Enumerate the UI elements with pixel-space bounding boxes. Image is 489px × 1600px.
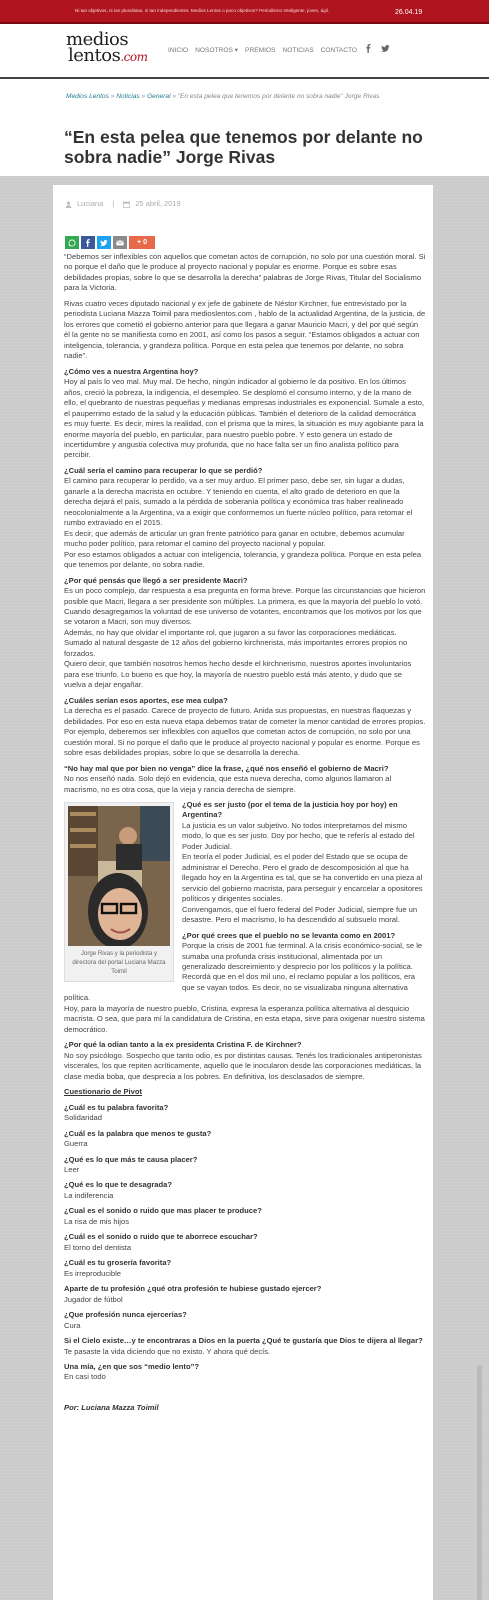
pivot-answer: La risa de mis hijos xyxy=(64,1216,129,1226)
interview-photo[interactable] xyxy=(68,806,170,946)
facebook-share-button[interactable] xyxy=(81,236,95,249)
nav-item-noticias[interactable]: NOTICIAS xyxy=(282,47,314,54)
share-bar xyxy=(65,236,155,249)
meta-separator: | xyxy=(112,199,115,208)
pivot-item xyxy=(64,1362,426,1383)
pivot-item xyxy=(64,1232,426,1253)
post-date: 25 abril, 2019 xyxy=(135,199,181,208)
pivot-answer: Jugador de fútbol xyxy=(64,1294,123,1304)
facebook-icon[interactable] xyxy=(364,44,373,53)
answer-paragraph: Quiero decir, que también nosotros hemos hecho desde el kirchnerismo, nuestros aportes involuntarios para ese triunfo. Lo bueno es que hoy, la mayoría de nuestro pueblo está más atento, y dudo que se vuelva a dejar engañar. xyxy=(64,659,412,690)
top-bar xyxy=(0,0,489,24)
article-body xyxy=(64,252,426,1418)
photo-illustration xyxy=(68,806,170,946)
pivot-question: ¿Qué es lo que más te causa placer? xyxy=(64,1154,198,1164)
answer-paragraph: Porque la crisis de 2001 fue terminal. A la crisis económico-social, se le sumaba una profunda crisis institucional, alimentada por un generalizado descreimiento y desprecio por los políticos y la política. xyxy=(182,941,423,971)
breadcrumb-home[interactable]: Medios Lentos xyxy=(66,93,109,100)
title-area xyxy=(0,79,489,176)
breadcrumb-news[interactable]: Noticias xyxy=(116,93,140,100)
answer-paragraph: Además, no hay que olvidar el importante rol, que jugaron a su favor las corporaciones mediáticas. Sumado al natural desgaste de 12 años del gobierno kirchnerista, más importantes errores propios no forzados. xyxy=(64,627,408,658)
nav-item-nosotros[interactable]: NOSOTROS ▾ xyxy=(195,47,239,54)
article-figure xyxy=(64,802,174,982)
user-icon xyxy=(65,201,72,208)
pivot-answer: Te pasaste la vida diciendo que no existo. Y ahora qué decís. xyxy=(64,1346,271,1356)
answer-paragraph: El camino para recuperar lo perdido, va a ser muy arduo. El primer paso, debe ser, sin lugar a dudas, ganarle a la derecha macrista en octubre. Y teniendo en cuenta, el alto grado de deterioro en que la derecha dejará el país, sumado a la pérdida de soberanía política y económica tras haber realineado neocolonialmente a la Argentina, va a exigir que conformemos un fuerte núcleo político, para retomar el rumbo extraviado en el 2015. xyxy=(64,476,413,528)
logo-line2: lentos xyxy=(68,45,121,66)
pivot-question: ¿Cuál es la palabra que menos te gusta? xyxy=(64,1128,212,1138)
answer-paragraph: No soy psicólogo. Sospecho que tanto odio, es por distintas causas. Tenés los tradicionales antiperonistas viscerales, los que repiten acríticamente, aquello que le inocularon desde las corporaciones mediáticas, la clase media boba, que desprecia a los pobres. En definitiva, los desclasados de siempre. xyxy=(64,1050,422,1081)
question-heading: ¿Cuál sería el camino para recuperar lo que se perdió? xyxy=(64,465,263,475)
envelope-icon xyxy=(116,239,124,247)
breadcrumb-separator: » xyxy=(139,93,148,100)
answer-paragraph: En teoría el poder Judicial, es el poder del Estado que se ocupa de administrar el Derecho. Pero el grado de descomposición al que ha llegado hoy en la Argentina es tal, que se ha convertido en una pieza al servicio del gobierno macrista, para perseguir y encarcelar a opositores políticos y dirigentes sociales. xyxy=(182,852,423,904)
pivot-answer: La indiferencia xyxy=(64,1190,114,1200)
article-signature: Por: Luciana Mazza Toimil xyxy=(64,1402,159,1412)
pivot-item xyxy=(64,1180,426,1201)
question-heading: ¿Cuáles serían esos aportes, ese mea culpa? xyxy=(64,695,228,705)
logo-line1: medios xyxy=(66,29,129,50)
pivot-item xyxy=(64,1284,426,1305)
answer-paragraph: Es decir, que además de articular un gran frente patriótico para ganar en octubre, debemos acumular mucho poder político, para retomar el camino del proyecto nacional y popular. xyxy=(64,528,405,549)
answer-paragraph: La derecha es el pasado. Carece de proyecto de futuro. Anida sus propuestas, en nuestras flaquezas y debilidades. Por eso en esta nueva etapa debemos tratar de cometer la menor cantidad de errores propios. Por ejemplo, deberemos ser inflexibles con aquellos que cometan actos de corrupción, no solo por una cuestión moral. Si no porque el daño que le produce al proyecto nacional y popular es enorme. Porque es sobre esas debilidades propias, sobre lo que se desarrolla la derecha. xyxy=(64,706,426,758)
site-tagline: Ni tan objetivos, ni tan pluralistas, ni tan independientes. Medios Lentos o poco objetivos? Periodismo Inteligente, joven, ágil. xyxy=(75,8,330,13)
pivot-answer: Guerra xyxy=(64,1139,88,1149)
main-nav xyxy=(168,46,357,55)
current-date: 26.04.19 xyxy=(395,9,423,16)
answer-paragraph: No nos enseñó nada. Solo dejó en evidencia, que esta nueva derecha, como algunos llamaron al macrismo, no es otra cosa, que la vieja y rancia derecha de siempre. xyxy=(64,774,392,794)
pivot-question: Aparte de tu profesión ¿qué otra profesión te hubiese gustado ejercer? xyxy=(64,1284,322,1294)
post-meta xyxy=(65,199,181,209)
social-links xyxy=(364,44,390,53)
facebook-icon xyxy=(84,239,92,247)
article-lead: “Debemos ser inflexibles con aquellos que cometan actos de corrupción, no solo por una cuestión moral. Si no porque el daño que le produce al proyecto nacional y popular es enorme. Porque es sobre esas debilidades propias, sobre lo que se desarrolla la derecha” palabras de Jorge Rivas, Titular del Socialismo para la Victoria. xyxy=(64,252,426,293)
pivot-question: ¿Cual es el sonido o ruido que mas placer te produce? xyxy=(64,1206,262,1216)
twitter-icon[interactable] xyxy=(381,44,390,53)
answer-paragraph: Hoy, para la mayoría de nuestro pueblo, Cristina, expresa la esperanza política alternativa al desquicio macrista. O sea, que para mí la candidatura de Cristina, en esta etapa, sirve para oxigenar nuestro sistema democrático. xyxy=(64,1003,425,1034)
pivot-answer: Leer xyxy=(64,1164,80,1174)
twitter-share-button[interactable] xyxy=(97,236,111,249)
more-share-button[interactable]: + 0 xyxy=(129,236,155,249)
whatsapp-icon xyxy=(68,239,76,247)
question-heading: ¿Qué es ser justo (por el tema de la justicia hoy por hoy) en Argentina? xyxy=(182,799,398,820)
whatsapp-share-button[interactable] xyxy=(65,236,79,249)
answer-paragraph: Recordá que en el dos mil uno, el reclamo popular a los políticos, era que se vayan todos. Es decir, no se visualizaba ninguna alternativa política. xyxy=(64,972,416,1003)
site-logo[interactable] xyxy=(66,29,148,66)
figure-caption: Jorge Rivas y la periodista y directora del portal Luciana Mazza Toimil xyxy=(72,949,166,976)
twitter-icon xyxy=(100,239,108,247)
pivot-question: Una mía, ¿en que sos “medio lento”? xyxy=(64,1362,200,1371)
pivot-item xyxy=(64,1336,426,1357)
answer-paragraph: La justicia es un valor subjetivo. No todos interpretamos del mismo modo, lo que es ser justo. Doy por hecho, que te referís al estado del Poder Judicial. xyxy=(182,820,415,851)
page-title: “En esta pelea que tenemos por delante no sobra nadie” Jorge Rivas xyxy=(64,127,423,167)
question-heading: ¿Por qué pensás que llegó a ser presidente Macri? xyxy=(64,575,248,585)
pivot-answer: Es irreproducible xyxy=(64,1268,121,1278)
pivot-item xyxy=(64,1258,426,1279)
pivot-item xyxy=(64,1310,426,1331)
post-author[interactable]: Luciana xyxy=(77,199,104,208)
breadcrumb-general[interactable]: General xyxy=(147,93,171,100)
answer-paragraph: Es un poco complejo, dar respuesta a esa pregunta en forma breve. Porque las circunstancias que hicieron posible que Macri, llegara a ser presidente son múltiples. La primera, es que la mayoría del pueblo lo votó. Cuando desagregamos la voluntad de ese universo de votantes, encontramos que los motivos por los que se votaron a Macri, son muy diversos. xyxy=(64,586,426,627)
questionnaire-title: Cuestionario de Pivot xyxy=(64,1087,143,1097)
nav-item-inicio[interactable]: INICIO xyxy=(168,47,189,54)
answer-paragraph: Hoy al país lo veo mal. Muy mal. De hecho, ningún indicador al gobierno le da positivo. En los últimos años, creció la pobreza, la indigencia, el desempleo. Se desplomó el consumo interno, y de la mano de ello, el quebranto de nuestras pequeñas y medianas empresas industriales es exponencial. Sumale a esto, el pauperrimo estado de la salud y la educación públicas. También el deterioro de la calidad democrática es muy fuerte. Es decir, mires la realidad, con el prisma que la mires, la situación es muy agobiante para la enorme mayoría del pueblo, en particular, para nuestro pueblo pobre. Y esto genera un estado de incertidumbre y angustia colectiva muy profunda, que no hace falta ser un fino analista político para percibir. xyxy=(64,377,425,460)
nav-item-premios[interactable]: PREMIOS xyxy=(245,47,276,54)
email-share-button[interactable] xyxy=(113,236,127,249)
pivot-list xyxy=(64,1103,426,1383)
pivot-answer: En casi todo xyxy=(64,1372,106,1382)
pivot-question: ¿Que profesión nunca ejercerías? xyxy=(64,1310,187,1320)
site-header xyxy=(0,24,489,78)
pivot-answer: El torno del dentista xyxy=(64,1242,132,1252)
question-heading: ¿Por qué crees que el pueblo no se levanta como en 2001? xyxy=(182,930,396,940)
article-intro: Rivas cuatro veces diputado nacional y ex jefe de gabinete de Néstor Kirchner, fue entrevistado por la periodista Luciana Mazza Toimil para medioslentos.com , hablo de la actualidad Argentina, de la justicia, de los errores que cometió el gobierno anterior para que llegara a ganar Mauricio Macri, y del por qué según él la gente no se manifiesta como en 2001, así como los pasos a seguir. “Estamos obligados a actuar con inteligencia, tolerancia, y grandeza política. Porque en esta pelea que tenemos por delante, no sobra nadie”. xyxy=(64,298,426,361)
pivot-question: ¿Cuál es el sonido o ruido que te aborrece escuchar? xyxy=(64,1232,258,1242)
pivot-question: ¿Qué es lo que te desagrada? xyxy=(64,1180,173,1190)
question-heading: ¿Por qué la odian tanto a la ex presidenta Cristina F. de Kirchner? xyxy=(64,1040,302,1050)
question-heading: ¿Cómo ves a nuestra Argentina hoy? xyxy=(64,366,199,376)
pivot-answer: Solidaridad xyxy=(64,1113,102,1123)
logo-suffix: .com xyxy=(120,50,148,64)
pivot-question: Si el Cielo existe…y te encontraras a Dios en la puerta ¿Qué te gustaría que Dios te dijera al llegar? xyxy=(64,1336,423,1346)
nav-item-contacto[interactable]: CONTACTO xyxy=(320,47,357,54)
answer-paragraph: Convengamos, que el fuero federal del Poder Judicial, siempre fue un desastre. Pero el macrismo, lo ha descendido al subsuelo moral. xyxy=(182,904,418,925)
calendar-icon xyxy=(123,201,130,208)
pivot-answer: Cura xyxy=(64,1320,81,1330)
breadcrumb-separator: » xyxy=(108,93,117,100)
pivot-item xyxy=(64,1206,426,1227)
pivot-item xyxy=(64,1155,426,1176)
scrollbar-thumb[interactable] xyxy=(477,1365,482,1600)
pivot-item xyxy=(64,1129,426,1150)
pivot-question: ¿Cuál es tu palabra favorita? xyxy=(64,1102,169,1112)
breadcrumb xyxy=(66,92,416,102)
pivot-item xyxy=(64,1103,426,1124)
breadcrumb-current: » “En esta pelea que tenemos por delante no sobra nadie” Jorge Rivas xyxy=(170,93,380,100)
question-heading: “No hay mal que por bien no venga” dice la frase, ¿qué nos enseñó el gobierno de Macri? xyxy=(64,763,389,773)
pivot-question: ¿Cuál es tu grosería favorita? xyxy=(64,1258,172,1268)
answer-paragraph: Por eso estamos obligados a actuar con inteligencia, tolerancia, y grandeza política. Porque en esta pelea que tenemos por delante, no sobra nadie. xyxy=(64,549,422,570)
